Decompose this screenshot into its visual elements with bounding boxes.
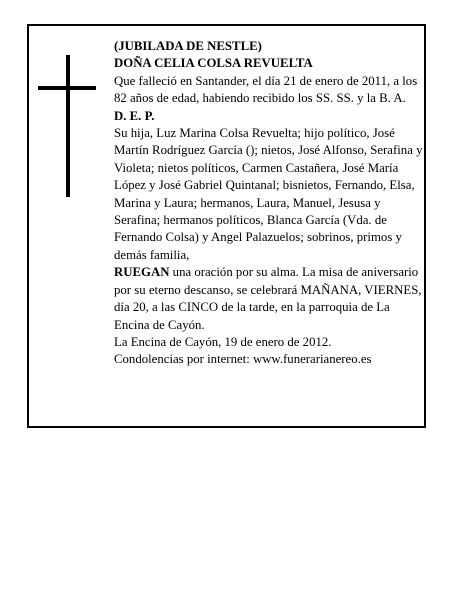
ruegan-label: RUEGAN [114, 265, 170, 280]
dep-label: D. E. P. [114, 108, 155, 123]
obituary-text [114, 38, 424, 369]
cross-icon-vertical-bar [66, 55, 70, 197]
ruegan-text: una oración por su alma. La misa de aniversario por su eterno descanso, se celebrará MAÑANA, VIERNES, día 20, a las CINCO de la tarde, en la parroquia de La Encina de Cayón. [114, 265, 422, 332]
ruegan-paragraph [114, 264, 424, 334]
death-text: Que falleció en Santander, el día 21 de enero de 2011, a los 82 años de edad, habiendo recibido los SS. SS. y la B. A. [114, 73, 418, 106]
cross-icon-horizontal-bar [38, 86, 96, 90]
place-date: La Encina de Cayón, 19 de enero de 2012. [114, 334, 332, 349]
deceased-name: DOÑA CELIA COLSA REVUELTA [114, 56, 313, 71]
subheading: (JUBILADA DE NESTLE) [114, 39, 262, 53]
family-text: Su hija, Luz Marina Colsa Revuelta; hijo político, José Martín Rodríguez García (); nietos, José Alfonso, Serafina y Violeta; nietos políticos, Carmen Castañera, José María López y José Gabriel Quintanal; bisnietos, Fernando, Elsa, Marina y Laura; hermanos, Laura, Manuel, Jesusa y Serafina; hermanos políticos, Blanca García (Vda. de Fernando Colsa) y Angel Palazuelos; sobrinos, primos y demás familia, [114, 126, 423, 262]
condolences: Condolencias por internet: www.funerarianereo.es [114, 352, 372, 367]
